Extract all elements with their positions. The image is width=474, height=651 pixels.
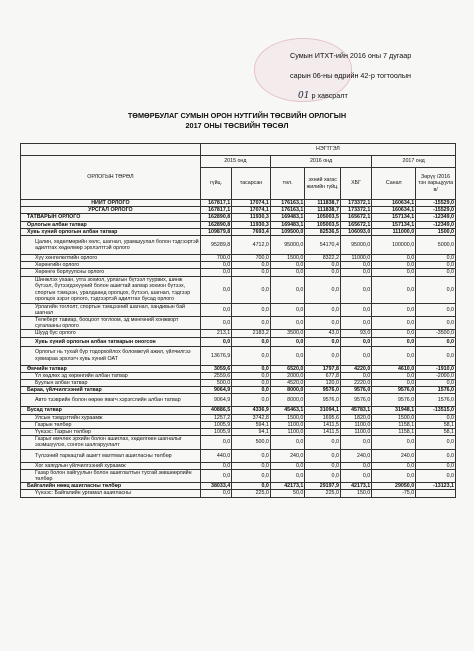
sub-header: тасарсан bbox=[232, 168, 271, 200]
blank-corner bbox=[21, 144, 201, 156]
value-cell: 4220,0 bbox=[340, 365, 371, 372]
value-cell: 173372,1 bbox=[340, 200, 371, 207]
table-row bbox=[21, 346, 456, 365]
value-cell: 1695,6 bbox=[305, 414, 341, 421]
row-label: Шинжлэх ухаан, утга зохиол, урлагын бүтээл туурвих, шинж бүтээл, бүтээгдэхүүний болон ашигтай загвар зохион бүтээх, спортын тэмцээн, уралдаанд оролцох, бүтээл, шагнал, тэдгээр оролцох зэрэг орлого, тэдгээртэй адилтгах бусад орлого bbox=[21, 276, 201, 303]
value-cell: 38033,4 bbox=[200, 483, 231, 490]
table-row bbox=[21, 365, 456, 372]
value-cell: 0,0 bbox=[200, 462, 231, 469]
note-line-1: Сумын ИТХТ-ийн 2016 оны 7 дугаар bbox=[290, 51, 412, 60]
value-cell: 0,0 bbox=[232, 337, 271, 346]
value-cell: 0,0 bbox=[232, 469, 271, 482]
value-cell: 3059,6 bbox=[200, 365, 231, 372]
value-cell: 225,0 bbox=[305, 490, 341, 497]
value-cell: 4520,0 bbox=[270, 380, 305, 387]
value-cell: 109500,0 bbox=[270, 228, 305, 235]
year-2015-header: 2015 онд bbox=[200, 156, 270, 168]
row-label: Хувь хүний орлогын албан татварын оногсон bbox=[21, 337, 201, 346]
row-label: НИЙТ ОРЛОГО bbox=[21, 200, 201, 207]
value-cell: 0,0 bbox=[232, 303, 271, 316]
note-line-2: сарын 06-ны өдрийн 42-р тогтоолын bbox=[290, 71, 412, 80]
value-cell: 95000,0 bbox=[270, 236, 305, 255]
value-cell: 173372,1 bbox=[340, 207, 371, 214]
value-cell: 0,0 bbox=[305, 449, 341, 462]
value-cell: 0,0 bbox=[232, 365, 271, 372]
row-label: Хөрөнгө борлуулсны орлого bbox=[21, 269, 201, 276]
table-row bbox=[21, 380, 456, 387]
value-cell: 0,0 bbox=[305, 469, 341, 482]
value-cell: 0,0 bbox=[416, 317, 456, 330]
value-cell: 176163,1 bbox=[270, 200, 305, 207]
value-cell: 3742,8 bbox=[232, 414, 271, 421]
sub-header: Санал bbox=[372, 168, 416, 200]
value-cell: 0,0 bbox=[305, 262, 341, 269]
revenue-table bbox=[20, 143, 456, 498]
year-2016-header: 2016 онд bbox=[270, 156, 371, 168]
value-cell: 700,0 bbox=[200, 255, 231, 262]
table-row bbox=[21, 387, 456, 394]
value-cell: 165672,1 bbox=[340, 221, 371, 228]
row-label: Урлагийн тоглолт, спортын тэмцээний шагнал, хандивын бай шагнал bbox=[21, 303, 201, 316]
value-cell: 162890,8 bbox=[200, 214, 231, 221]
value-cell: 0,0 bbox=[305, 462, 341, 469]
value-cell: 0,0 bbox=[305, 276, 341, 303]
value-cell: 213,1 bbox=[200, 330, 231, 337]
value-cell: 0,0 bbox=[232, 387, 271, 394]
value-cell: 0,0 bbox=[232, 276, 271, 303]
value-cell: 0,0 bbox=[200, 269, 231, 276]
value-cell: 176163,1 bbox=[270, 207, 305, 214]
value-cell: 700,0 bbox=[232, 255, 271, 262]
value-cell: 160634,1 bbox=[372, 207, 416, 214]
col-name-header: ОРЛОГЫН ТӨРӨЛ bbox=[21, 156, 201, 200]
value-cell: 440,0 bbox=[200, 449, 231, 462]
row-label: Авто тээврийн болон өөрөө явагч хэрэгслийн албан татвар bbox=[21, 394, 201, 407]
note-line-3 bbox=[290, 86, 411, 106]
value-cell: 0,0 bbox=[200, 262, 231, 269]
value-cell: 45463,1 bbox=[270, 407, 305, 414]
value-cell: 0,0 bbox=[270, 317, 305, 330]
row-label: Телеберт тавиар, бооцоот тоглоом, эд мөнгөний хонжворт сугалааны орлого bbox=[21, 317, 201, 330]
value-cell: 1500,0 bbox=[416, 228, 456, 235]
value-cell: 31948,1 bbox=[372, 407, 416, 414]
value-cell: 3500,0 bbox=[270, 330, 305, 337]
table-row bbox=[21, 483, 456, 490]
value-cell: 0,0 bbox=[340, 372, 371, 379]
table-row bbox=[21, 394, 456, 407]
row-label: Түлээний таркацтай ашигт малтмал ашигласны төлбөр bbox=[21, 449, 201, 462]
table-row bbox=[21, 255, 456, 262]
value-cell: 1005,9 bbox=[200, 421, 231, 428]
value-cell: 0,0 bbox=[416, 436, 456, 449]
value-cell: 31094,1 bbox=[305, 407, 341, 414]
table-row bbox=[21, 449, 456, 462]
value-cell: 0,0 bbox=[372, 372, 416, 379]
sub-header: Зөрүү /2016 тэн харьцуула в/ bbox=[416, 168, 456, 200]
value-cell: 13676,9 bbox=[200, 346, 231, 365]
value-cell: 0,0 bbox=[416, 276, 456, 303]
value-cell: 9576,0 bbox=[372, 394, 416, 407]
value-cell: 105003,5 bbox=[305, 214, 341, 221]
value-cell: 0,0 bbox=[340, 462, 371, 469]
document-title bbox=[0, 111, 474, 131]
sub-header: гүйц. bbox=[200, 168, 231, 200]
value-cell: 0,0 bbox=[200, 317, 231, 330]
value-cell: 0,0 bbox=[232, 449, 271, 462]
value-cell: 6520,0 bbox=[270, 365, 305, 372]
value-cell: 167817,1 bbox=[200, 200, 231, 207]
value-cell: 0,0 bbox=[372, 262, 416, 269]
value-cell: 2183,2 bbox=[232, 330, 271, 337]
value-cell: 0,0 bbox=[270, 276, 305, 303]
row-label: Газрыг өмчлөх эрхийн болон ашиглах, хөдөлгөөн шагналыг эзэмшүүлэх, сонгон шалгаруулалт bbox=[21, 436, 201, 449]
row-label: Хог хаягдлын үйлчилгээний хураамж bbox=[21, 462, 201, 469]
row-label: УРСГАЛ ОРЛОГО bbox=[21, 207, 201, 214]
value-cell: 1158,1 bbox=[372, 429, 416, 436]
row-label: Хувь хүний орлогын албан татвар bbox=[21, 228, 201, 235]
value-cell: 11000,0 bbox=[340, 255, 371, 262]
value-cell: 1100,0 bbox=[340, 429, 371, 436]
value-cell: 160634,1 bbox=[372, 200, 416, 207]
value-cell: 0,0 bbox=[372, 436, 416, 449]
value-cell: 157134,1 bbox=[372, 221, 416, 228]
table-row bbox=[21, 236, 456, 255]
value-cell: 0,0 bbox=[200, 436, 231, 449]
year-2017-header: 2017 онд bbox=[372, 156, 456, 168]
value-cell: 0,0 bbox=[416, 346, 456, 365]
table-row bbox=[21, 262, 456, 269]
value-cell: 0,0 bbox=[340, 276, 371, 303]
value-cell: 0,0 bbox=[232, 269, 271, 276]
value-cell: 111838,7 bbox=[305, 200, 341, 207]
value-cell: 225,0 bbox=[232, 490, 271, 497]
value-cell: -3500,0 bbox=[416, 330, 456, 337]
table-row bbox=[21, 421, 456, 428]
value-cell: 0,0 bbox=[372, 330, 416, 337]
value-cell: 40886,5 bbox=[200, 407, 231, 414]
row-label: Үүнээс: Байгалийн ургамал ашигласны bbox=[21, 490, 201, 497]
table-row bbox=[21, 276, 456, 303]
value-cell: 0,0 bbox=[340, 346, 371, 365]
value-cell: 1797,8 bbox=[305, 365, 341, 372]
row-label: Цалин, хөдөлмөрийн хөлс, шагнал, урамшуулал болон тэдгээртэй адилтгах хөдөлмөр эрхлэлттэй орлого bbox=[21, 236, 201, 255]
value-cell: 594,1 bbox=[232, 421, 271, 428]
value-cell: 2000,0 bbox=[270, 372, 305, 379]
value-cell: 0,0 bbox=[340, 262, 371, 269]
row-label: Үүнээс: Газрын төлбөр bbox=[21, 429, 201, 436]
value-cell: 50,0 bbox=[270, 490, 305, 497]
value-cell: 95289,8 bbox=[200, 236, 231, 255]
table-row bbox=[21, 490, 456, 497]
value-cell: -12349,0 bbox=[416, 214, 456, 221]
value-cell: 0,0 bbox=[340, 436, 371, 449]
value-cell: 0,0 bbox=[340, 469, 371, 482]
value-cell: 5000,0 bbox=[416, 236, 456, 255]
value-cell: 0,0 bbox=[232, 262, 271, 269]
value-cell: 0,0 bbox=[372, 269, 416, 276]
value-cell: 1500,0 bbox=[270, 255, 305, 262]
value-cell: 95000,0 bbox=[340, 236, 371, 255]
value-cell: 111838,7 bbox=[305, 207, 341, 214]
value-cell: 9576,0 bbox=[372, 387, 416, 394]
value-cell: 7693,4 bbox=[232, 228, 271, 235]
value-cell: 0,0 bbox=[232, 346, 271, 365]
value-cell: 0,0 bbox=[416, 255, 456, 262]
value-cell: -2000,0 bbox=[416, 372, 456, 379]
value-cell: -15529,0 bbox=[416, 207, 456, 214]
value-cell: 0,0 bbox=[416, 262, 456, 269]
value-cell: 0,0 bbox=[372, 276, 416, 303]
value-cell: 169483,1 bbox=[270, 221, 305, 228]
value-cell: 0,0 bbox=[232, 394, 271, 407]
value-cell: 0,0 bbox=[372, 469, 416, 482]
row-label: Буулын албан татвар bbox=[21, 380, 201, 387]
value-cell: 1158,1 bbox=[372, 421, 416, 428]
value-cell: 240,0 bbox=[372, 449, 416, 462]
value-cell: 58,1 bbox=[416, 429, 456, 436]
value-cell: 240,0 bbox=[270, 449, 305, 462]
value-cell: 0,0 bbox=[270, 462, 305, 469]
value-cell: 0,0 bbox=[270, 469, 305, 482]
table-row bbox=[21, 462, 456, 469]
row-label: Орлогыг нь тухай бүр тодорхойлох боломжгүй ажил, үйлчилгээ хувиараа эрхлэгч хувь хүний ОАТ bbox=[21, 346, 201, 365]
title-line-2: 2017 ОНЫ ТӨСВИЙН ТӨСӨЛ bbox=[185, 121, 289, 130]
value-cell: 111000,0 bbox=[372, 228, 416, 235]
value-cell: 0,0 bbox=[305, 303, 341, 316]
handwritten-number: 01 bbox=[298, 91, 310, 101]
table-row bbox=[21, 303, 456, 316]
value-cell: 0,0 bbox=[270, 303, 305, 316]
row-label: Бараа, үйлчилгээний татвар bbox=[21, 387, 201, 394]
value-cell: 9064,9 bbox=[200, 394, 231, 407]
value-cell: 0,0 bbox=[416, 303, 456, 316]
title-line-1: ТӨМӨРБУЛАГ СУМЫН ОРОН НУТГИЙН ТӨСВИЙН ОРЛОГЫН bbox=[127, 111, 347, 120]
value-cell: 8000,0 bbox=[270, 394, 305, 407]
value-cell: 1576,0 bbox=[416, 394, 456, 407]
value-cell: 500,0 bbox=[232, 436, 271, 449]
value-cell bbox=[416, 490, 456, 497]
value-cell: -12349,0 bbox=[416, 221, 456, 228]
value-cell: 500,0 bbox=[200, 380, 231, 387]
value-cell: 0,0 bbox=[372, 380, 416, 387]
table-row bbox=[21, 200, 456, 207]
value-cell: 0,0 bbox=[340, 303, 371, 316]
sub-header: ХБГ bbox=[340, 168, 371, 200]
value-cell: 17074,1 bbox=[232, 200, 271, 207]
value-cell: 0,0 bbox=[372, 337, 416, 346]
value-cell: 1411,5 bbox=[305, 429, 341, 436]
value-cell: 0,0 bbox=[270, 262, 305, 269]
table-row bbox=[21, 414, 456, 421]
value-cell: 2220,0 bbox=[340, 380, 371, 387]
value-cell: 0,0 bbox=[232, 483, 271, 490]
value-cell: 54170,4 bbox=[305, 236, 341, 255]
value-cell: 9576,0 bbox=[305, 387, 341, 394]
table-row bbox=[21, 269, 456, 276]
table-row bbox=[21, 214, 456, 221]
value-cell: 0,0 bbox=[232, 380, 271, 387]
value-cell: 9576,0 bbox=[305, 394, 341, 407]
value-cell: 0,0 bbox=[340, 317, 371, 330]
row-label: Хүү хөнгөлөлтийн орлого bbox=[21, 255, 201, 262]
row-label: Өмчийн татвар bbox=[21, 365, 201, 372]
table-row bbox=[21, 228, 456, 235]
value-cell: 0,0 bbox=[416, 469, 456, 482]
value-cell: 0,0 bbox=[372, 303, 416, 316]
value-cell: 42173,1 bbox=[270, 483, 305, 490]
value-cell: 4610,0 bbox=[372, 365, 416, 372]
value-cell: 29197,9 bbox=[305, 483, 341, 490]
value-cell: 0,0 bbox=[416, 414, 456, 421]
value-cell: 0,0 bbox=[232, 462, 271, 469]
value-cell: 11930,3 bbox=[232, 214, 271, 221]
value-cell: 167817,1 bbox=[200, 207, 231, 214]
table-row bbox=[21, 317, 456, 330]
row-label: Улсын тэмдэгтийн хураамж bbox=[21, 414, 201, 421]
value-cell: 0,0 bbox=[232, 372, 271, 379]
value-cell: 0,0 bbox=[200, 303, 231, 316]
sub-header: эхний хагас жилийн гүйц. bbox=[305, 168, 341, 200]
value-cell: -15529,0 bbox=[416, 200, 456, 207]
value-cell: 677,8 bbox=[305, 372, 341, 379]
value-cell: 1100,0 bbox=[270, 429, 305, 436]
value-cell: 0,0 bbox=[305, 317, 341, 330]
resolution-note bbox=[290, 46, 411, 106]
value-cell: 4712,0 bbox=[232, 236, 271, 255]
group-header: НЭГТГЭЛ bbox=[200, 144, 455, 156]
value-cell: 169483,1 bbox=[270, 214, 305, 221]
value-cell: 162890,8 bbox=[200, 221, 231, 228]
value-cell: 0,0 bbox=[270, 346, 305, 365]
row-label: Бусад татвар bbox=[21, 407, 201, 414]
value-cell: 0,0 bbox=[270, 337, 305, 346]
value-cell: 0,0 bbox=[232, 317, 271, 330]
value-cell: 0,0 bbox=[305, 337, 341, 346]
table-row bbox=[21, 407, 456, 414]
value-cell: 29050,0 bbox=[372, 483, 416, 490]
value-cell: 1820,0 bbox=[340, 414, 371, 421]
value-cell: 0,0 bbox=[416, 380, 456, 387]
value-cell: 42173,1 bbox=[340, 483, 371, 490]
value-cell: 0,0 bbox=[305, 436, 341, 449]
note-suffix: р хавсралт bbox=[311, 91, 348, 100]
value-cell: 9064,9 bbox=[200, 387, 231, 394]
value-cell: -75,0 bbox=[372, 490, 416, 497]
value-cell: 1100,0 bbox=[340, 421, 371, 428]
value-cell: -13515,0 bbox=[416, 407, 456, 414]
value-cell: 1500,0 bbox=[270, 414, 305, 421]
row-label: Орлогын албан татвар bbox=[21, 221, 201, 228]
value-cell: 0,0 bbox=[416, 269, 456, 276]
value-cell: 0,0 bbox=[372, 346, 416, 365]
value-cell: 1257,2 bbox=[200, 414, 231, 421]
table-row bbox=[21, 330, 456, 337]
value-cell: 0,0 bbox=[200, 337, 231, 346]
value-cell: 58,1 bbox=[416, 421, 456, 428]
value-cell: 157134,1 bbox=[372, 214, 416, 221]
value-cell: 2559,6 bbox=[200, 372, 231, 379]
value-cell: 0,0 bbox=[340, 269, 371, 276]
value-cell: 0,0 bbox=[416, 337, 456, 346]
table-row bbox=[21, 337, 456, 346]
table-row bbox=[21, 469, 456, 482]
value-cell: 240,0 bbox=[340, 449, 371, 462]
value-cell: 0,0 bbox=[416, 462, 456, 469]
value-cell: 93,0 bbox=[340, 330, 371, 337]
row-label: Газар болон хайгуулын болон ашиглалтын тусгай зөвшөөрлийн төлбөр bbox=[21, 469, 201, 482]
value-cell: 45783,1 bbox=[340, 407, 371, 414]
value-cell: 0,0 bbox=[270, 269, 305, 276]
value-cell: 43,0 bbox=[305, 330, 341, 337]
table-row bbox=[21, 436, 456, 449]
value-cell: 105003,5 bbox=[305, 221, 341, 228]
table-row bbox=[21, 429, 456, 436]
value-cell: 1100,0 bbox=[270, 421, 305, 428]
value-cell: 0,0 bbox=[305, 346, 341, 365]
value-cell: 0,0 bbox=[200, 469, 231, 482]
row-label: Байгалийн нөөц ашигласны төлбөр bbox=[21, 483, 201, 490]
value-cell: 1411,5 bbox=[305, 421, 341, 428]
row-label: Шууд бус орлого bbox=[21, 330, 201, 337]
value-cell: 120,0 bbox=[305, 380, 341, 387]
value-cell: 0,0 bbox=[340, 337, 371, 346]
value-cell: 0,0 bbox=[372, 462, 416, 469]
value-cell: 0,0 bbox=[270, 436, 305, 449]
value-cell: 11930,3 bbox=[232, 221, 271, 228]
value-cell: 100000,0 bbox=[372, 236, 416, 255]
value-cell: 0,0 bbox=[200, 276, 231, 303]
row-label: ТАТВАРЫН ОРЛОГО bbox=[21, 214, 201, 221]
value-cell: 0,0 bbox=[200, 490, 231, 497]
value-cell: 94,1 bbox=[232, 429, 271, 436]
table-row bbox=[21, 207, 456, 214]
value-cell: 8000,0 bbox=[270, 387, 305, 394]
value-cell: 0,0 bbox=[416, 449, 456, 462]
value-cell: 150,0 bbox=[340, 490, 371, 497]
value-cell: 1005,9 bbox=[200, 429, 231, 436]
value-cell: -13123,1 bbox=[416, 483, 456, 490]
value-cell: 1576,0 bbox=[416, 387, 456, 394]
value-cell: 165672,1 bbox=[340, 214, 371, 221]
value-cell: 0,0 bbox=[372, 317, 416, 330]
value-cell: 9576,0 bbox=[340, 387, 371, 394]
value-cell: 0,0 bbox=[305, 269, 341, 276]
value-cell: 8322,2 bbox=[305, 255, 341, 262]
sub-header: төл. bbox=[270, 168, 305, 200]
value-cell: 106093,0 bbox=[340, 228, 371, 235]
value-cell: 4336,9 bbox=[232, 407, 271, 414]
value-cell: 1500,0 bbox=[372, 414, 416, 421]
row-label: Хөрөнгийн орлого bbox=[21, 262, 201, 269]
value-cell: 9576,0 bbox=[340, 394, 371, 407]
table-row bbox=[21, 372, 456, 379]
table-row bbox=[21, 221, 456, 228]
value-cell: 82536,5 bbox=[305, 228, 341, 235]
value-cell: -1910,0 bbox=[416, 365, 456, 372]
value-cell: 17074,1 bbox=[232, 207, 271, 214]
value-cell: 0,0 bbox=[372, 255, 416, 262]
row-label: Үл хөдлөх эд хөрөнгийн албан татвар bbox=[21, 372, 201, 379]
row-label: Газрын төлбөр bbox=[21, 421, 201, 428]
value-cell: 109879,8 bbox=[200, 228, 231, 235]
